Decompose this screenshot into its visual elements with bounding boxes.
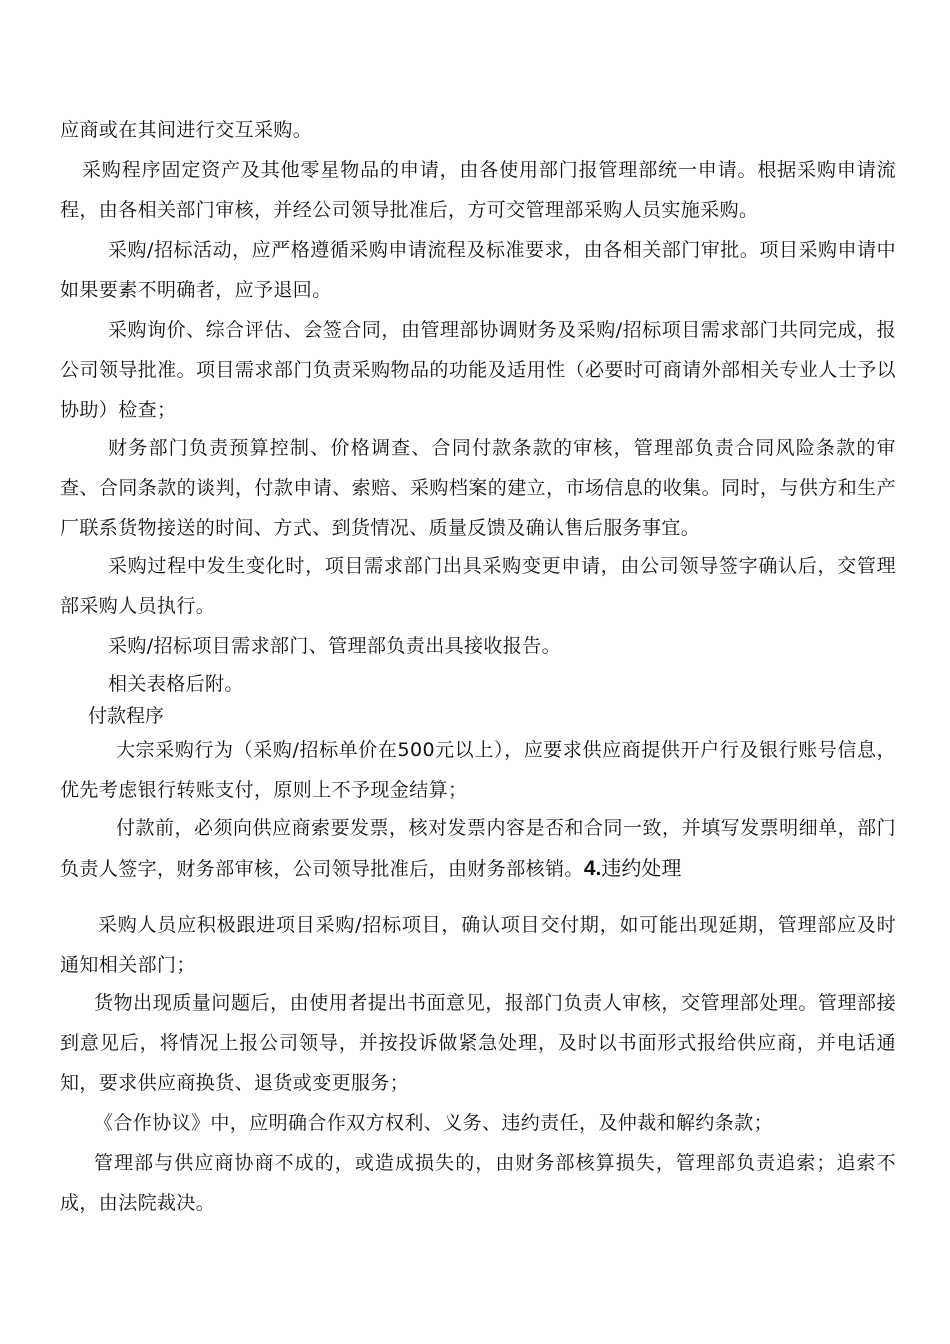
- paragraph-inquiry-evaluation: 采购询价、综合评估、会签合同，由管理部协调财务及采购/招标项目需求部门共同完成，报公司领导批准。项目需求部门负责采购物品的功能及适用性（必要时可商请外部相关专业人士予以协助）检查；: [60, 319, 896, 421]
- paragraph-negotiation-failure: 管理部与供应商协商不成的，或造成损失的，由财务部核算损失，管理部负责追索；追索不成，由法院裁决。: [60, 1152, 896, 1214]
- paragraph-continuation: 应商或在其间进行交互采购。: [60, 119, 313, 141]
- paragraph-follow-up: 采购人员应积极跟进项目采购/招标项目，确认项目交付期，如可能出现延期，管理部应及时通知相关部门；: [60, 914, 896, 976]
- paragraph-bulk-purchase: 大宗采购行为（采购/招标单价在500元以上），应要求供应商提供开户行及银行账号信息，优先考虑银行转账支付，原则上不予现金结算；: [60, 739, 896, 801]
- section-title-breach-text: 违约处理: [601, 856, 682, 880]
- paragraph-acceptance-report: 采购/招标项目需求部门、管理部负责出具接收报告。: [108, 635, 562, 657]
- paragraph-change-request: 采购过程中发生变化时，项目需求部门出具采购变更申请，由公司领导签字确认后，交管理部采购人员执行。: [60, 555, 896, 617]
- section-number-breach: 4.: [583, 857, 602, 880]
- paragraph-cooperation-agreement: 《合作协议》中，应明确合作双方权利、义务、违约责任，及仲裁和解约条款；: [94, 1112, 774, 1134]
- section-title-payment: 付款程序: [88, 705, 165, 727]
- paragraph-before-payment: [60, 808, 896, 889]
- paragraph-tender-activity: 采购/招标活动，应严格遵循采购申请流程及标准要求，由各相关部门审批。项目采购申请中如果要素不明确者，应予退回。: [60, 239, 896, 301]
- paragraph-quality-issue: 货物出现质量问题后，由使用者提出书面意见，报部门负责人审核，交管理部处理。管理部接到意见后，将情况上报公司领导，并按投诉做紧急处理，及时以书面形式报给供应商，并电话通知，要求供应商换货、退货或变更服务；: [60, 992, 896, 1094]
- paragraph-purchase-procedure: 采购程序固定资产及其他零星物品的申请，由各使用部门报管理部统一申请。根据采购申请流程，由各相关部门审核，并经公司领导批准后，方可交管理部采购人员实施采购。: [60, 159, 896, 221]
- paragraph-attached-forms: 相关表格后附。: [108, 673, 244, 695]
- paragraph-before-payment-text: 付款前，必须向供应商索要发票，核对发票内容是否和合同一致，并填写发票明细单，部门负责人签字，财务部审核，公司领导批准后，由财务部核销。: [60, 817, 896, 880]
- section-title-breach: [584, 856, 682, 880]
- paragraph-finance-duties: 财务部门负责预算控制、价格调查、合同付款条款的审核，管理部负责合同风险条款的审查、合同条款的谈判，付款申请、索赔、采购档案的建立，市场信息的收集。同时，与供方和生产厂联系货物接送的时间、方式、到货情况、质量反馈及确认售后服务事宜。: [60, 437, 896, 539]
